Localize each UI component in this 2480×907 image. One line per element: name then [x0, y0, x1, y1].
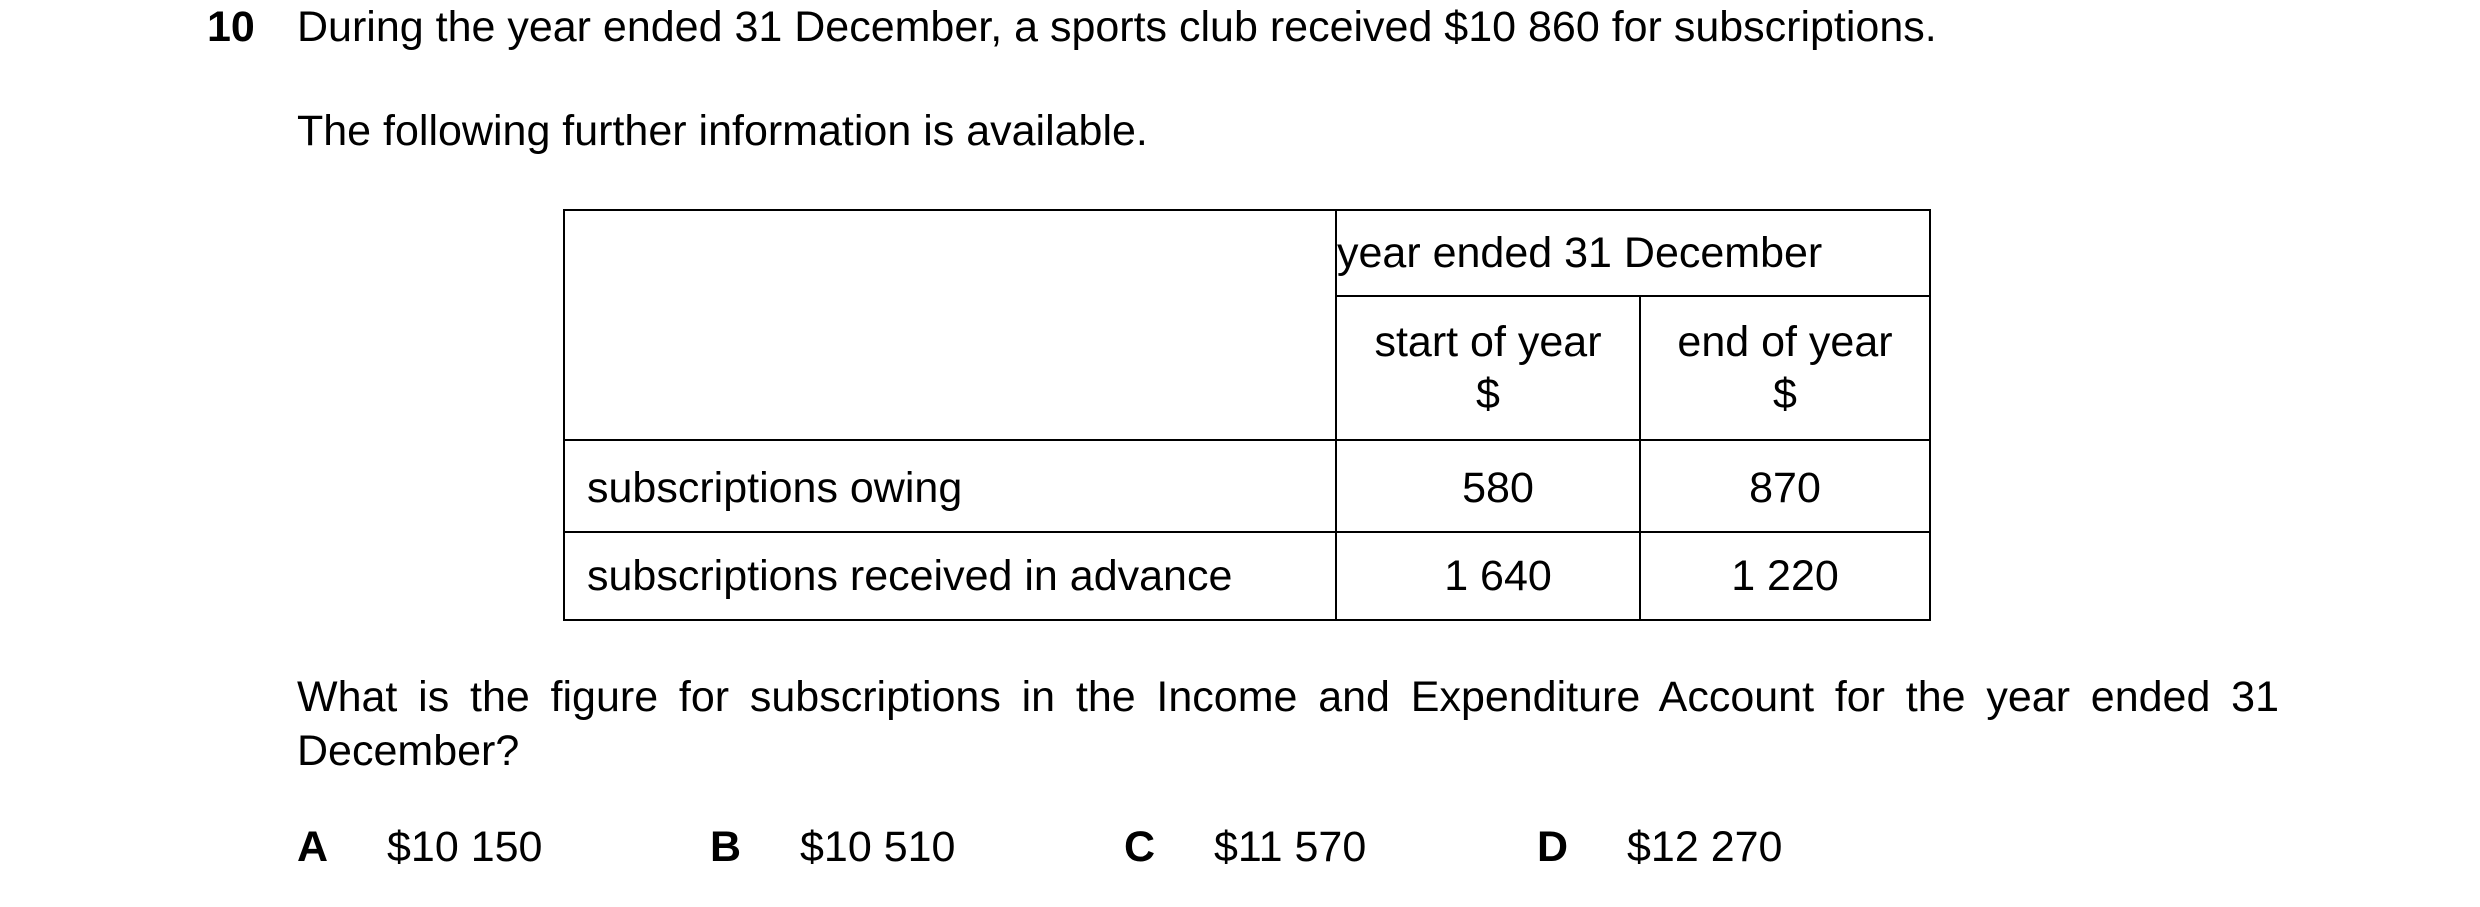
question-intro: The following further information is available.: [297, 107, 1148, 155]
table-corner-cell: [564, 210, 1336, 440]
row-label: subscriptions received in advance: [564, 532, 1336, 620]
row-start-value: 1 640: [1336, 532, 1640, 620]
option-value: $12 270: [1627, 823, 1783, 871]
option-b[interactable]: [710, 820, 955, 874]
option-letter: D: [1537, 823, 1569, 871]
col-end-unit: $: [1773, 370, 1797, 418]
option-value: $11 570: [1214, 823, 1367, 871]
col-start-label: start of year: [1374, 318, 1602, 366]
table-row: [564, 440, 1930, 532]
option-letter: C: [1124, 823, 1156, 871]
information-table: [563, 209, 1931, 621]
table-row: [564, 532, 1930, 620]
option-value: $10 510: [800, 823, 956, 871]
row-end-value: 1 220: [1640, 532, 1930, 620]
col-start-unit: $: [1476, 370, 1500, 418]
question-stem: During the year ended 31 December, a sports club received $10 860 for subscriptions.: [297, 3, 1937, 51]
option-letter: A: [297, 823, 329, 871]
col-start-header: [1336, 296, 1640, 440]
option-letter: B: [710, 823, 742, 871]
row-end-value: 870: [1640, 440, 1930, 532]
col-end-header: [1640, 296, 1930, 440]
option-a[interactable]: [297, 820, 542, 874]
col-end-label: end of year: [1677, 318, 1893, 366]
table-header-row: [564, 210, 1930, 296]
question-prompt: What is the figure for subscriptions in the Income and Expenditure Account for the year ended 31 December?: [297, 673, 2279, 775]
option-d[interactable]: [1537, 820, 1782, 874]
question-number: 10: [207, 3, 255, 51]
option-c[interactable]: [1124, 820, 1366, 874]
option-value: $10 150: [387, 823, 543, 871]
row-label: subscriptions owing: [564, 440, 1336, 532]
row-start-value: 580: [1336, 440, 1640, 532]
group-header: year ended 31 December: [1336, 210, 1930, 296]
